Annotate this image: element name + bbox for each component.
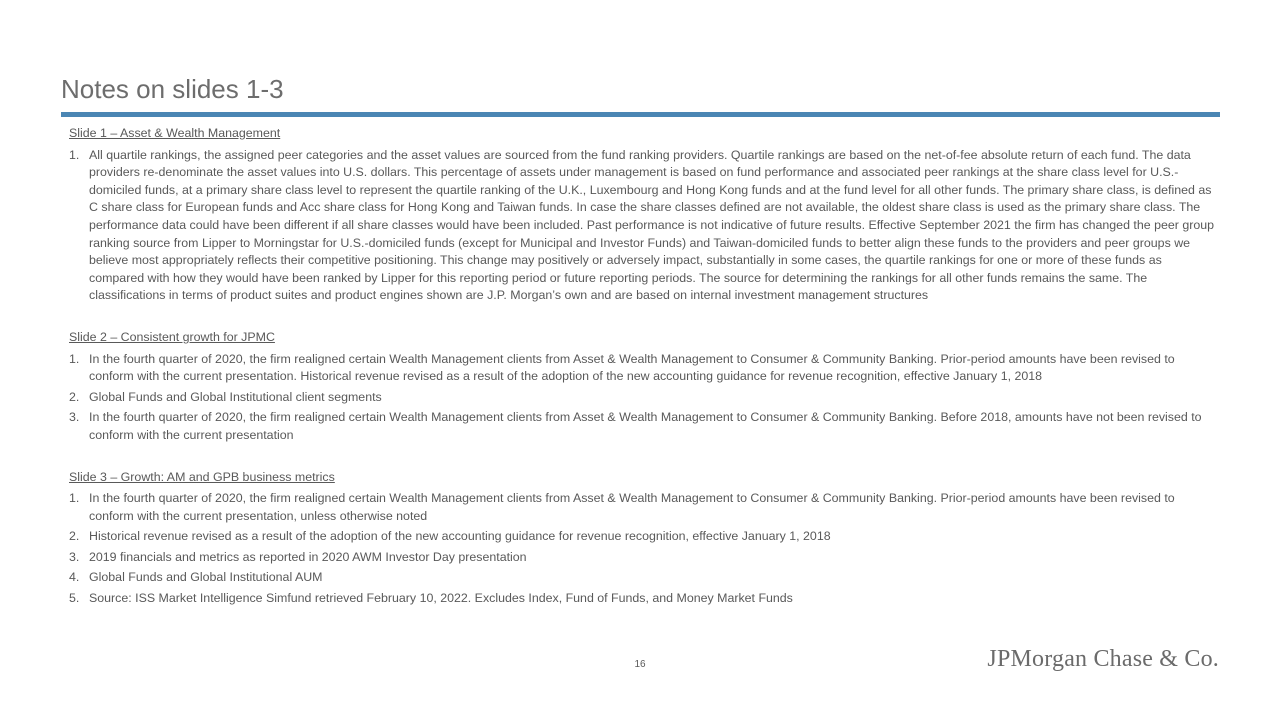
list-item (69, 351, 1219, 386)
list-item-text: In the fourth quarter of 2020, the firm realigned certain Wealth Management clients from Asset & Wealth Management to Consumer & Community Banking. Prior-period amounts have been revised to conform with the current presentation. Historical revenue revised as a result of the adoption of the new accounting guidance for revenue recognition, effective January 1, 2018 (89, 351, 1175, 384)
section-heading: Slide 1 – Asset & Wealth Management (69, 126, 281, 140)
list-item-text: In the fourth quarter of 2020, the firm realigned certain Wealth Management clients from Asset & Wealth Management to Consumer & Community Banking. Prior-period amounts have been revised to conform with the current presentation, unless otherwise noted (89, 491, 1175, 523)
list-item (69, 409, 1219, 444)
list-item-number: 1. (69, 147, 80, 162)
list-item (69, 490, 1219, 525)
list-item-number: 5. (69, 591, 80, 606)
list-item-text: All quartile rankings, the assigned peer categories and the asset values are sourced from the fund ranking providers. Quartile rankings are based on the net-of-fee absolute return of each fund. The data providers re-denominate the asset values into U.S. dollars. This percentage of assets under management is based on fund performance and associated peer rankings at the share class level for U.S.-domiciled funds, at a primary share class level to represent the quartile ranking of the U.K., Luxembourg and Hong Kong funds and at the fund level for all other funds. The primary share class, is defined as C share class for European funds and Acc share class for Hong Kong and Taiwan funds. In case the share classes defined are not available, the oldest share class is used as the primary share class. The performance data could have been different if all share classes would have been included. Past performance is not indicative of future results. Effective September 2021 the firm has changed the peer group ranking source from Lipper to Morningstar for U.S.-domiciled funds (except for Municipal and Investor Funds) and Taiwan-domiciled funds to better align these funds to the providers and peer groups we believe most appropriately reflects their competitive positioning. This change may positively or adversely impact, substantially in some cases, the quartile rankings for one or more of these funds as compared with how they would have been ranked by Lipper for this reporting period or future reporting periods. The source for determining the rankings for all other funds remains the same. The classifications in terms of product suites and product engines shown are J.P. Morgan’s own and are based on internal investment management structures (89, 147, 1215, 303)
list-item-number: 2. (69, 529, 80, 544)
company-logo: JPMorgan Chase & Co. (987, 646, 1219, 672)
list-item (69, 590, 1219, 608)
list-item-number: 1. (69, 351, 80, 366)
page-title: Notes on slides 1-3 (61, 74, 284, 104)
title-divider (61, 112, 1220, 117)
notes-list (69, 490, 1219, 608)
section-heading: Slide 2 – Consistent growth for JPMC (69, 329, 275, 344)
section-slide-1 (69, 125, 1219, 305)
list-item (69, 147, 1219, 305)
notes-content (69, 125, 1219, 632)
list-item (69, 528, 1219, 546)
list-item (69, 549, 1219, 567)
list-item-number: 2. (69, 389, 80, 404)
list-item-text: Historical revenue revised as a result of the adoption of the new accounting guidance for revenue recognition, effective January 1, 2018 (89, 529, 831, 544)
list-item-number: 1. (69, 491, 80, 506)
section-slide-3 (69, 469, 1219, 608)
list-item-text: In the fourth quarter of 2020, the firm realigned certain Wealth Management clients from Asset & Wealth Management to Consumer & Community Banking. Before 2018, amounts have not been revised to conform with the current presentation (89, 410, 1202, 442)
section-slide-2 (69, 329, 1219, 445)
list-item (69, 569, 1219, 587)
list-item-text: Source: ISS Market Intelligence Simfund retrieved February 10, 2022. Excludes Index, Fund of Funds, and Money Market Funds (89, 591, 793, 606)
list-item-number: 3. (69, 410, 80, 425)
page-number: 16 (634, 659, 646, 670)
list-item-text: 2019 financials and metrics as reported in 2020 AWM Investor Day presentation (89, 549, 527, 564)
notes-list (69, 147, 1219, 305)
list-item-number: 4. (69, 570, 80, 585)
section-heading: Slide 3 – Growth: AM and GPB business metrics (69, 469, 335, 484)
list-item-text: Global Funds and Global Institutional AUM (89, 570, 323, 585)
list-item (69, 389, 1219, 407)
notes-list (69, 351, 1219, 445)
list-item-number: 3. (69, 549, 80, 564)
list-item-text: Global Funds and Global Institutional client segments (89, 389, 382, 404)
